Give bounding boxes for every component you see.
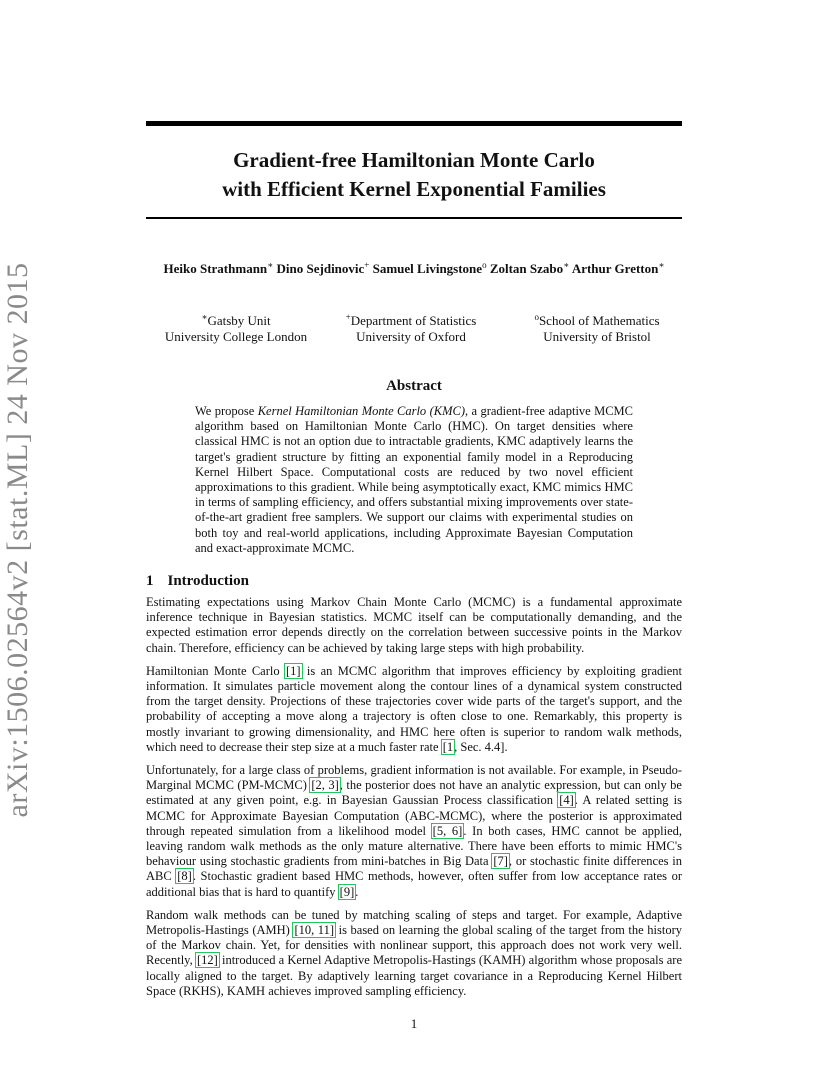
section-number: 1 xyxy=(146,573,154,589)
introduction-body xyxy=(146,595,682,1007)
paragraph: Estimating expectations using Markov Chain Monte Carlo (MCMC) is a fundamental approximate inference technique in Bayesian statistics. MCMC itself can be computationally demanding, and the expected estimation error depends directly on the correlation between successive points in the Markov chain. Therefore, efficiency can be achieved by taking large steps with high probability. xyxy=(146,595,682,655)
citation-link[interactable]: [9] xyxy=(339,884,355,899)
affiliation-bristol: $^o$School of Mathematics University of Bristol xyxy=(534,312,660,344)
citation-link[interactable]: [5, 6] xyxy=(432,823,463,838)
citation-link[interactable]: [12] xyxy=(196,953,218,968)
author: Zoltan Szabo∗ xyxy=(489,260,570,276)
affiliation-gatsby: ∗Gatsby Unit University College London xyxy=(164,312,308,344)
title-line-2: with Efficient Kernel Exponential Families xyxy=(222,177,606,201)
paragraph: Random walk methods can be tuned by matching scaling of steps and target. For example, Adaptive Metropolis-Hastings (AMH) [10, 11] is based on learning the global scaling of the target from the history of the Markov chain. Yet, for densities with nonlinear support, this approach does not work very well. Recently, [12] introduced a Kernel Adaptive Metropolis-Hastings (KAMH) algorithm whose proposals are locally aligned to the target. By adaptively learning target covariance in a Reproducing Kernel Hilbert Space (RKHS), KAMH achieves improved sampling efficiency. xyxy=(146,907,682,998)
citation-link[interactable]: [2, 3] xyxy=(311,778,339,793)
author: Arthur Gretton∗ xyxy=(571,260,665,276)
author-list xyxy=(100,256,728,278)
title-line-1: Gradient-free Hamiltonian Monte Carlo xyxy=(233,148,595,172)
citation-link[interactable]: [4] xyxy=(559,793,574,808)
citation-link[interactable]: [7] xyxy=(493,854,508,869)
citation-link[interactable]: [1] xyxy=(285,663,301,678)
abstract-text: We propose Kernel Hamiltonian Monte Carlo (KMC), a gradient-free adaptive MCMC algorithm based on Hamiltonian Monte Carlo (HMC). On target densities where classical HMC is not an option due to intractable gradients, KMC adaptively learns the target's gradient structure by fitting an exponential family model in a Reproducing Kernel Hilbert Space. Computational costs are reduced by two novel efficient approximations to this gradient. While being asymptotically exact, KMC mimics HMC in terms of sampling efficiency, and offers substantial mixing improvements over state-of-the-art gradient free samplers. We support our claims with experimental studies on both toy and real-world applications, including Approximate Bayesian Computation and exact-approximate MCMC. xyxy=(195,404,633,555)
section-title: Introduction xyxy=(167,573,249,589)
title-top-rule xyxy=(146,121,682,126)
affiliation-oxford: +Department of Statistics University of Oxford xyxy=(345,312,477,344)
paper-title xyxy=(146,146,682,204)
citation-link[interactable]: [1 xyxy=(442,739,454,754)
section-heading xyxy=(146,573,249,590)
page-number: 1 xyxy=(410,1016,418,1031)
citation-link[interactable]: [10, 11] xyxy=(294,923,335,938)
author: Dino Sejdinovic+ xyxy=(276,260,370,276)
paragraph: Hamiltonian Monte Carlo [1] is an MCMC algorithm that improves efficiency by exploiting gradient information. It simulates particle movement along the contour lines of a dynamical system constructed from the target density. Projections of these trajectories cover wide parts of the target's support, and the probability of accepting a move along a trajectory is often close to one. Remarkably, this property is mostly invariant to growing dimensionality, and HMC here often is superior to random walk methods, which need to decrease their step size at a much faster rate [1, Sec. 4.4]. xyxy=(146,663,682,754)
title-bottom-rule xyxy=(146,217,682,219)
author: Samuel Livingstone$^o$ xyxy=(372,260,487,276)
abstract-heading: Abstract xyxy=(386,378,442,394)
citation-link[interactable]: [8] xyxy=(177,869,192,884)
arxiv-identifier: arXiv:1506.02564v2 [stat.ML] 24 Nov 2015 xyxy=(1,262,34,818)
paragraph: Unfortunately, for a large class of problems, gradient information is not available. For example, in Pseudo-Marginal MCMC (PM-MCMC) [2, 3], the posterior does not have an analytic expression, but can only be estimated at any given point, e.g. in Bayesian Gaussian Process classification [4]. A related setting is MCMC for Approximate Bayesian Computation (ABC-MCMC), where the posterior is approximated through repeated simulation from a likelihood model [5, 6]. In both cases, HMC cannot be applied, leaving random walk methods as the only mature alternative. There have been efforts to mimic HMC's behaviour using stochastic gradients from mini-batches in Big Data [7], or stochastic finite differences in ABC [8]. Stochastic gradient based HMC methods, however, often suffer from low acceptance rates or additional bias that is hard to quantify [9]. xyxy=(146,763,682,899)
author: Heiko Strathmann∗ xyxy=(163,260,274,276)
affiliations xyxy=(146,309,682,343)
